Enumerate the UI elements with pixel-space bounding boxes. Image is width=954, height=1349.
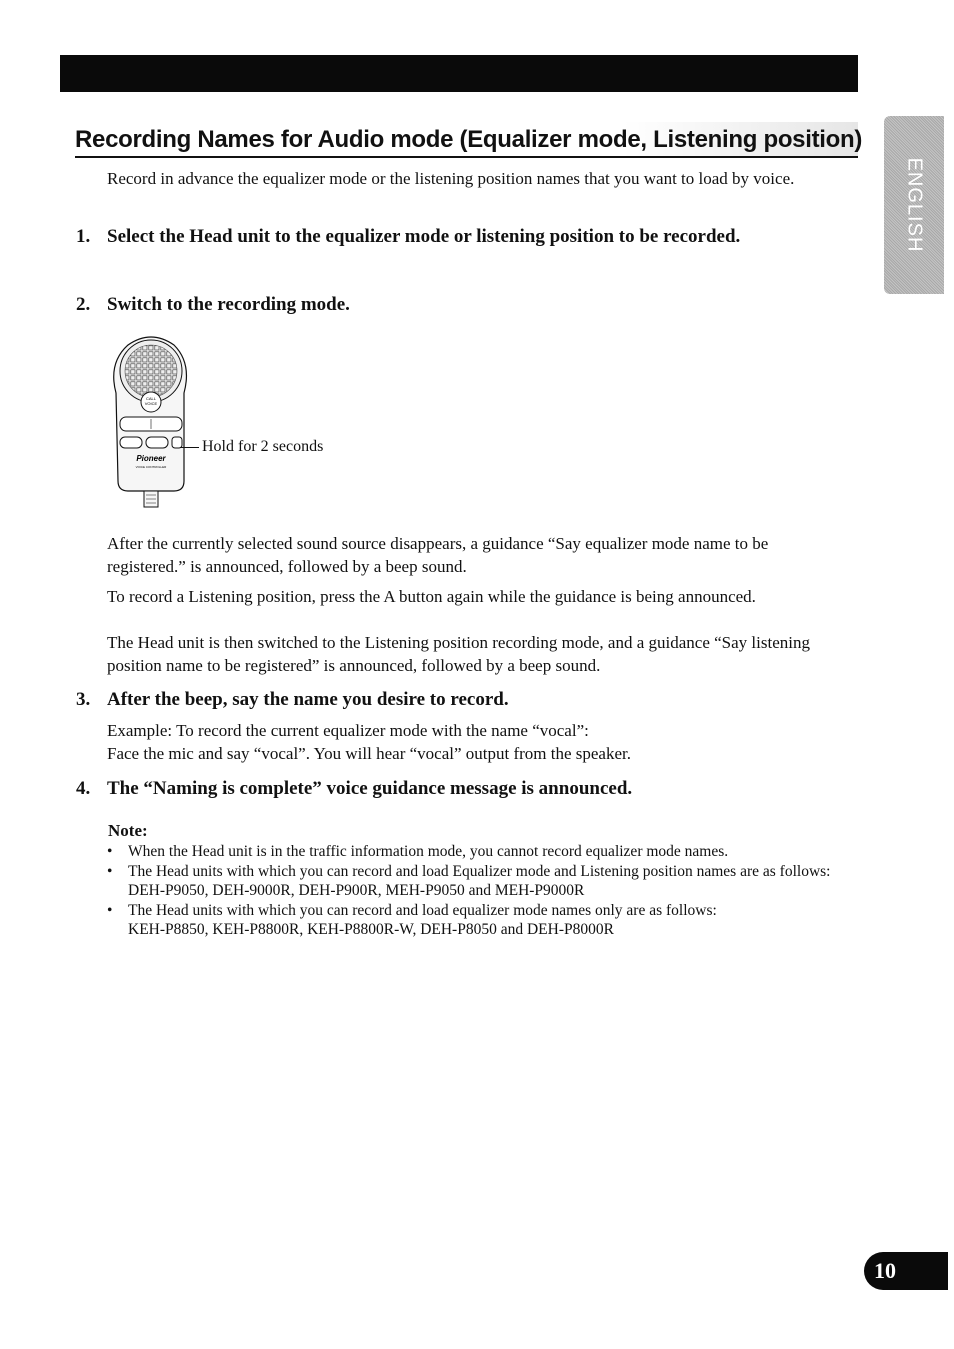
model-list: DEH-P9050, DEH-9000R, DEH-P900R, MEH-P9050 and MEH-P9000R	[128, 882, 585, 899]
intro-text: Record in advance the equalizer mode or the listening position names that you want to load by voice.	[107, 169, 795, 188]
call-label: CALL	[145, 396, 157, 401]
list-item	[107, 901, 837, 940]
list-item	[107, 842, 837, 862]
middle-button	[146, 437, 168, 448]
step-text: The “Naming is complete” voice guidance message is announced.	[107, 778, 633, 799]
step-number: 3.	[76, 689, 91, 710]
note-bullet-text: When the Head unit is in the traffic information mode, you cannot record equalizer mode names.	[128, 843, 729, 860]
note-heading: Note:	[108, 821, 148, 840]
left-button	[120, 437, 142, 448]
step3-paragraph-2: Face the mic and say “vocal”. You will hear “vocal” output from the speaker.	[107, 744, 631, 763]
note-bullet-text: The Head units with which you can record and load Equalizer mode and Listening position names are as follows:	[128, 862, 831, 880]
voice-controller-label: VOICE CONTROLLER	[135, 465, 167, 469]
step-1	[76, 224, 836, 250]
page-number: 10	[864, 1252, 948, 1290]
language-tab-label: ENGLISH	[903, 157, 926, 253]
callout-leader-line	[180, 447, 199, 448]
step2-paragraph-2: To record a Listening position, press the A button again while the guidance is being announced.	[107, 587, 756, 606]
list-item	[107, 862, 837, 901]
step-text: Select the Head unit to the equalizer mode or listening position to be recorded.	[107, 226, 741, 247]
remote-controller-illustration	[106, 333, 196, 509]
step-number: 2.	[76, 294, 91, 315]
model-list: KEH-P8850, KEH-P8800R, KEH-P8800R-W, DEH-P8050 and DEH-P8000R	[128, 921, 614, 938]
voice-label: VOICE	[144, 401, 158, 406]
step3-paragraph-1: Example: To record the current equalizer mode with the name “vocal”:	[107, 721, 589, 740]
step-text: After the beep, say the name you desire to record.	[107, 689, 509, 710]
note-bullet-text: The Head units with which you can record and load equalizer mode names only are as follows:	[128, 901, 717, 919]
note-list	[107, 842, 837, 940]
language-tab	[884, 116, 944, 294]
step-2	[76, 292, 836, 318]
step2-paragraph-3: The Head unit is then switched to the Listening position recording mode, and a guidance “Say listening position name to be registered” is announced, followed by a beep sound.	[107, 633, 810, 675]
step-number: 1.	[76, 226, 91, 247]
section-title: Recording Names for Audio mode (Equalizer mode, Listening position)	[75, 122, 858, 158]
pioneer-logo: Pioneer	[136, 454, 166, 463]
step-number: 4.	[76, 778, 91, 799]
step-4	[76, 776, 836, 802]
header-bar	[60, 55, 858, 92]
figure-callout: Hold for 2 seconds	[202, 438, 324, 455]
step-3	[76, 687, 836, 713]
step-text: Switch to the recording mode.	[107, 294, 350, 315]
step2-paragraph-1: After the currently selected sound source disappears, a guidance “Say equalizer mode name to be registered.” is announced, followed by a beep sound.	[107, 534, 769, 576]
